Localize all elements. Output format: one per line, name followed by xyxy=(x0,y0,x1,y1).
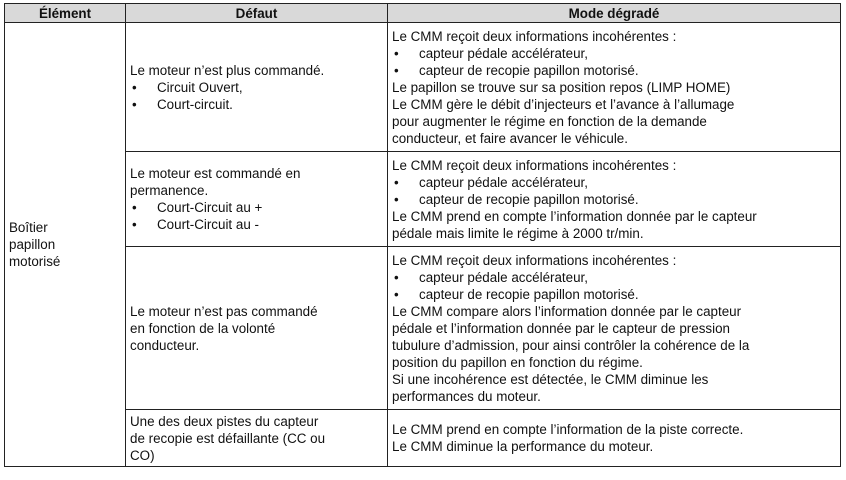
mode-line: Le CMM prend en compte l’information de la piste correcte. xyxy=(392,422,744,437)
bullet-icon: • xyxy=(394,62,399,78)
mode-degrade-cell xyxy=(388,23,841,152)
bullet-text: capteur de recopie papillon motorisé. xyxy=(419,191,639,207)
bullet-text: capteur pédale accélérateur, xyxy=(419,45,588,61)
bullet-icon: • xyxy=(394,286,399,302)
mode-line: conducteur, et faire avancer le véhicule. xyxy=(392,130,628,146)
table-row xyxy=(5,23,841,152)
mode-line: position du papillon en fonction du régime. xyxy=(392,354,643,370)
bullet-text: Circuit Ouvert, xyxy=(157,79,243,95)
list-item xyxy=(130,199,383,216)
mode-line: pédale et l’information donnée par le capteur de pression xyxy=(392,320,730,336)
list-item xyxy=(392,174,836,191)
bullet-icon: • xyxy=(394,45,399,61)
bullet-icon: • xyxy=(132,96,137,112)
element-label-line: papillon xyxy=(9,237,56,252)
mode-degrade-cell xyxy=(388,152,841,247)
mode-line: Le CMM compare alors l’information donnée par le capteur xyxy=(392,303,742,319)
element-label-line: motorisé xyxy=(9,254,61,269)
defaut-line: de recopie est défaillante (CC ou xyxy=(130,430,326,446)
table-row xyxy=(5,152,841,247)
bullet-text: Court-Circuit au - xyxy=(157,217,259,232)
list-item xyxy=(392,286,836,303)
defaut-line: conducteur. xyxy=(130,337,200,353)
mode-degrade-cell xyxy=(388,247,841,410)
bullet-text: capteur pédale accélérateur, xyxy=(419,269,588,285)
mode-line: Le CMM diminue la performance du moteur. xyxy=(392,439,654,454)
defaut-cell xyxy=(126,152,388,247)
defaut-cell xyxy=(126,410,388,467)
mode-line: pédale mais limite le régime à 2000 tr/min. xyxy=(392,225,644,241)
header-mode-degrade: Mode dégradé xyxy=(388,4,841,23)
header-row xyxy=(5,4,841,23)
list-item xyxy=(392,191,836,208)
mode-intro: Le CMM reçoit deux informations incohérentes : xyxy=(392,157,677,173)
defaut-line: Une des deux pistes du capteur xyxy=(130,413,319,429)
list-item xyxy=(130,216,383,233)
mode-line: performances du moteur. xyxy=(392,388,541,404)
bullet-icon: • xyxy=(132,217,137,232)
failure-mode-table xyxy=(4,3,841,467)
mode-degrade-cell xyxy=(388,410,841,467)
table-row xyxy=(5,410,841,467)
defaut-line: Le moteur est commandé en xyxy=(130,166,301,181)
mode-line: Le CMM gère le débit d’injecteurs et l’avance à l’allumage xyxy=(392,96,735,112)
list-item xyxy=(130,96,383,113)
mode-line: Le CMM prend en compte l’information donnée par le capteur xyxy=(392,208,757,224)
list-item xyxy=(392,62,836,79)
table-row xyxy=(5,247,841,410)
mode-intro: Le CMM reçoit deux informations incohérentes : xyxy=(392,28,677,44)
list-item xyxy=(130,79,383,96)
bullet-icon: • xyxy=(132,200,137,215)
element-cell xyxy=(5,23,126,467)
bullet-text: capteur de recopie papillon motorisé. xyxy=(419,286,639,302)
list-item xyxy=(392,45,836,62)
defaut-cell xyxy=(126,23,388,152)
bullet-icon: • xyxy=(394,191,399,207)
defaut-line: Le moteur n’est plus commandé. xyxy=(130,62,325,78)
mode-line: Le papillon se trouve sur sa position repos (LIMP HOME) xyxy=(392,79,731,95)
bullet-icon: • xyxy=(394,174,399,190)
defaut-line: CO) xyxy=(130,447,155,463)
bullet-text: Court-Circuit au + xyxy=(157,200,263,215)
bullet-text: capteur de recopie papillon motorisé. xyxy=(419,62,639,78)
bullet-text: Court-circuit. xyxy=(157,96,233,112)
bullet-icon: • xyxy=(132,79,137,95)
defaut-line: en fonction de la volonté xyxy=(130,320,276,336)
mode-line: pour augmenter le régime en fonction de la demande xyxy=(392,113,707,129)
element-label-line: Boîtier xyxy=(9,220,48,235)
mode-line: tubulure d’admission, pour ainsi contrôler la cohérence de la xyxy=(392,337,750,353)
bullet-icon: • xyxy=(394,269,399,285)
bullet-text: capteur pédale accélérateur, xyxy=(419,174,588,190)
header-defaut: Défaut xyxy=(126,4,388,23)
defaut-cell xyxy=(126,247,388,410)
defaut-line: Le moteur n’est pas commandé xyxy=(130,303,318,319)
mode-intro: Le CMM reçoit deux informations incohérentes : xyxy=(392,252,677,268)
header-element: Élément xyxy=(5,4,126,23)
mode-line: Si une incohérence est détectée, le CMM diminue les xyxy=(392,371,709,387)
list-item xyxy=(392,269,836,286)
defaut-line: permanence. xyxy=(130,183,209,198)
